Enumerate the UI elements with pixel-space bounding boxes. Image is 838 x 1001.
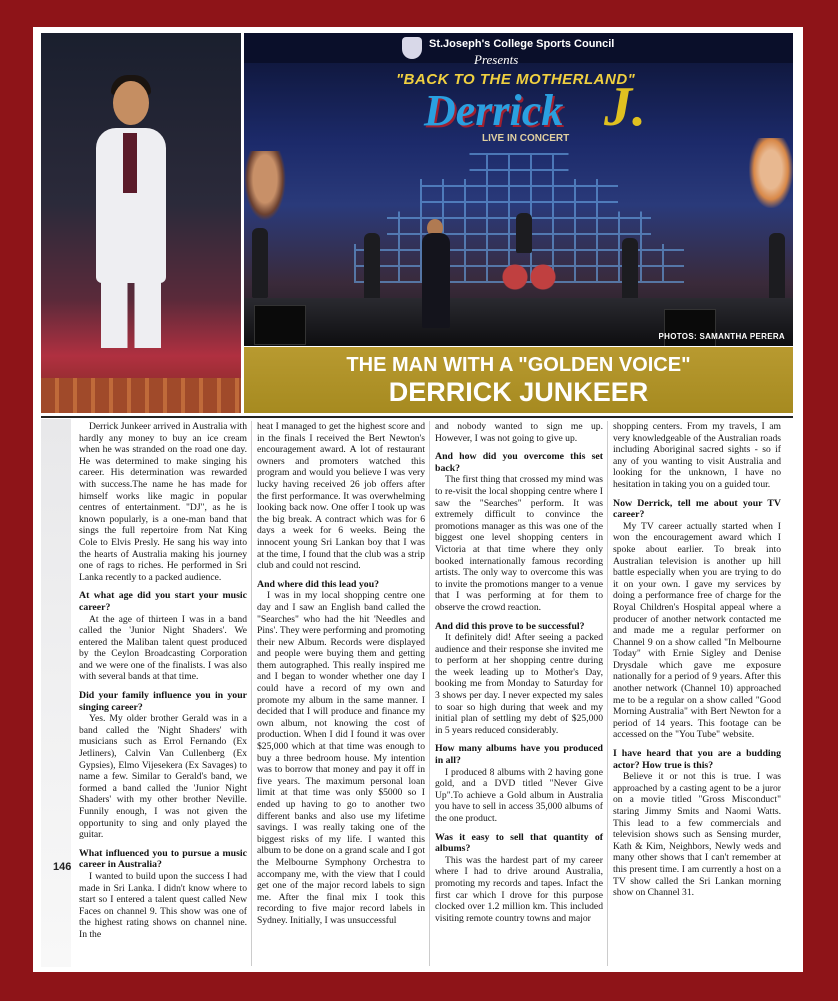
article-paragraph: Yes. My older brother Gerald was in a band called the 'Night Shaders' with musicians such as Errol Fernando (Ex Jetliners), Calvin Van Cullenberg (Ex Gypsies), Elmo Vijesekera (Ex Savages) to name a few. Similar to Gerald's band, we formed a band called the 'Junior Night Shaders' with my other brother Neville. Funnily enough, I was not given the opportunity to sing and only played the guitar. <box>79 713 247 841</box>
article-question: Did your family influence you in your singing career? <box>79 690 247 713</box>
article-column-2 <box>257 421 425 927</box>
article-paragraph: The first thing that crossed my mind was to re-visit the local shopping centre where I saw the "Searches" perform. It was extremely difficult to convince the promotions manager as this was one of the biggest one level shopping centers in Victoria at that time where they only booked internationally famous recording artists. The only way to overcome this was to invite the promotions manger to a venue that I was performing at for them to observe the crowd reaction. <box>435 474 603 613</box>
article-question: And where did this lead you? <box>257 578 380 590</box>
band-member <box>364 233 380 303</box>
article-question: Was it easy to sell that quantity of albums? <box>435 831 603 855</box>
photo-credit: PHOTOS: SAMANTHA PERERA <box>658 332 785 341</box>
article-question: At what age did you start your music career? <box>79 590 247 613</box>
article-column-1 <box>79 421 247 941</box>
headline-band <box>244 347 793 413</box>
magazine-page <box>33 27 803 972</box>
band-member <box>769 233 785 303</box>
article-paragraph: It definitely did! After seeing a packed audience and their response she invited me to perform at her shopping centre during the week leading up to Mother's Day, booking me from Monday to Saturday for 3 shows per day. I never expected my sales to soar so high during that week and my initial plan of settling my debt of $25,000 in 5 years reduced considerably. <box>435 632 603 736</box>
headline-line-2: DERRICK JUNKEER <box>388 377 649 407</box>
article-column-4 <box>613 421 781 899</box>
column-divider <box>429 421 430 966</box>
article-paragraph: Believe it or not this is true. I was approached by a casting agent to be a juror on a movie titled "Gross Misconduct" staring Jimmy Smits and Naomi Watts. This lead to a few commercials and television shows such as Sensing murder, Kath & Kim, Neighbors, Newly weds and many other shows that I can't remember at this present time. I am currently a host on a TV show called the Sri Lankan morning show on Channel 31. <box>613 771 781 899</box>
article-paragraph: This was the hardest part of my career where I had to drive around Australia, promoting my records and tapes. Infact the first car which I drove for this purpose clocked over 1.2 million km. This included visiting remote country towns and major <box>435 854 603 924</box>
article-paragraph: shopping centers. From my travels, I am very knowledgeable of the Australian roads including Aboriginal sacred sights - so if any of you wanting to visit Australia and looking for the unknown, I have no hesitation in taking you on a guided tour. <box>613 421 781 490</box>
article-paragraph: I produced 8 albums with 2 having gone gold, and a DVD titled "Never Give Up".To achieve a Gold album in Australia you have to sell in access 35,000 albums of the one product. <box>435 766 603 824</box>
council-name: St.Joseph's College Sports Council <box>429 38 615 50</box>
article-paragraph: I was in my local shopping centre one day and I saw an English band called the "Searches" who had the hit 'Needles and Pins'. They were performing and promoting their new Album. Records were displayed and people were buying them and getting them autographed. This really inspired me and I began to wonder whether one day I could have a record of my own and promote my album in the same manner. I decided that I will produce and finance my own album, not knowing the cost of production. When I did I found it was over $25,000 which at that time was enough to buy a three bedroom house. My intention was to borrow that money and pay it off in five years. The maximum personal loan limit at that time was only $5000 so I ended up having to go to another two different banks and also use my lifetime savings. I was really taking one of the biggest risks of my life. I wanted this album to be done on a grand scale and I got the Melbourne Symphony Orchestra to accompany me, with the view that I could get one of the major record labels to sign me. After the final mix I took this recording to five major record labels in Sydney. Initially, I was unsuccessful <box>257 590 425 926</box>
divider-rule <box>41 416 793 418</box>
article-question: And how did you overcome this set back? <box>435 451 603 474</box>
artist-initial-logo: J. <box>604 76 646 138</box>
article-question: And did this prove to be successful? <box>435 620 585 632</box>
artist-name-logo: Derrick <box>424 86 564 135</box>
live-in-concert-text: LIVE IN CONCERT <box>482 133 570 144</box>
article-question: How many albums have you produced in all? <box>435 743 603 767</box>
singer-photo <box>41 33 241 413</box>
article-paragraph: Derrick Junkeer arrived in Australia with hardly any money to buy an ice cream when he was stranded on the road one day. He was determined to make singing his career. His determination was rewarded with success.The name he has made for himself works like magic in popular centres of entertainment. "DJ", as he is known popularly, is a one-man band that sings the full repertoire from Nat King Cole to Elvis Presly. He sang his way into the hearts of Australia making his journey one of rags to riches. He performed in Sri Lanka recently to a packed audience. <box>79 421 247 583</box>
drum-kit <box>494 253 564 293</box>
headline-line-1: THE MAN WITH A "GOLDEN VOICE" <box>346 354 691 376</box>
article-paragraph: At the age of thirteen I was in a band called the 'Junior Night Shaders'. We entered the Maliban talent quest produced by the Ceylon Broadcasting Corporation and we were one of the finalists. I was also with several bands at that time. <box>79 613 247 683</box>
article-paragraph: My TV career actually started when I won the encouragement award which I spoke about earlier. To break into Australian television is another up hill battle especially when you are trying to do it on your own. I gave my services by doing a performance free of charge for the Royal Children's Hospital appeal where a producer of another network contacted me and made me a regular performer on Channel 9 on a show called "In Melbourne Today" with Ernie Sigley and Denise Drysdale which gave me exposure nationally for a period of 9 years. After this another network (Channel 10) approached me to be a regular on a show called "Good Morning Australia" with Bert Newton for a period of 14 years. This footage can be accessed on the "You Tube" website. <box>613 520 781 741</box>
article-question: I have heard that you are a budding actor? How true is this? <box>613 748 781 771</box>
show-title: "BACK TO THE MOTHERLAND" <box>396 71 636 88</box>
article-paragraph: heat I managed to get the highest score and in the finals I received the Bert Newton's encouragement award. A lot of restaurant owners and promoters watched this program and would you believe I was very lucky having received 26 job offers after the first performance. It was overwhelming looking back now. One offer I took up was the big break. A contract which was for 6 days a week for 6 weeks. Being the innocent young Sri Lankan boy that I was at the time, I found that the club was a strip club and could not rescind. <box>257 421 425 572</box>
column-divider <box>607 421 608 966</box>
page-margin-strip <box>41 419 71 967</box>
article-paragraph: and nobody wanted to sign me up. However, I was not going to give up. <box>435 421 603 444</box>
stage-speaker <box>254 305 306 345</box>
page-number: 146 <box>53 861 72 873</box>
backdrop-face-left <box>244 151 286 221</box>
singer-shirt <box>123 133 137 193</box>
college-crest-icon <box>402 37 422 59</box>
performer <box>422 233 450 328</box>
column-divider <box>251 421 252 966</box>
concert-stage-photo <box>244 33 793 346</box>
article-column-3 <box>435 421 603 924</box>
singer-legs <box>101 278 161 348</box>
article-question: Now Derrick, tell me about your TV career? <box>613 497 781 521</box>
article-paragraph: I wanted to build upon the success I had made in Sri Lanka. I didn't know where to start so I entered a talent quest called New Faces on channel 9. This show was one of the highest rating shows on channel nine. In the <box>79 870 247 940</box>
backdrop-face-right <box>749 138 793 208</box>
presents-text: Presents <box>474 52 519 67</box>
article-question: What influenced you to pursue a music career in Australia? <box>79 847 247 871</box>
band-member <box>252 228 268 298</box>
singer-head <box>113 81 149 125</box>
drummer <box>516 213 532 253</box>
stage-floor <box>41 378 241 413</box>
